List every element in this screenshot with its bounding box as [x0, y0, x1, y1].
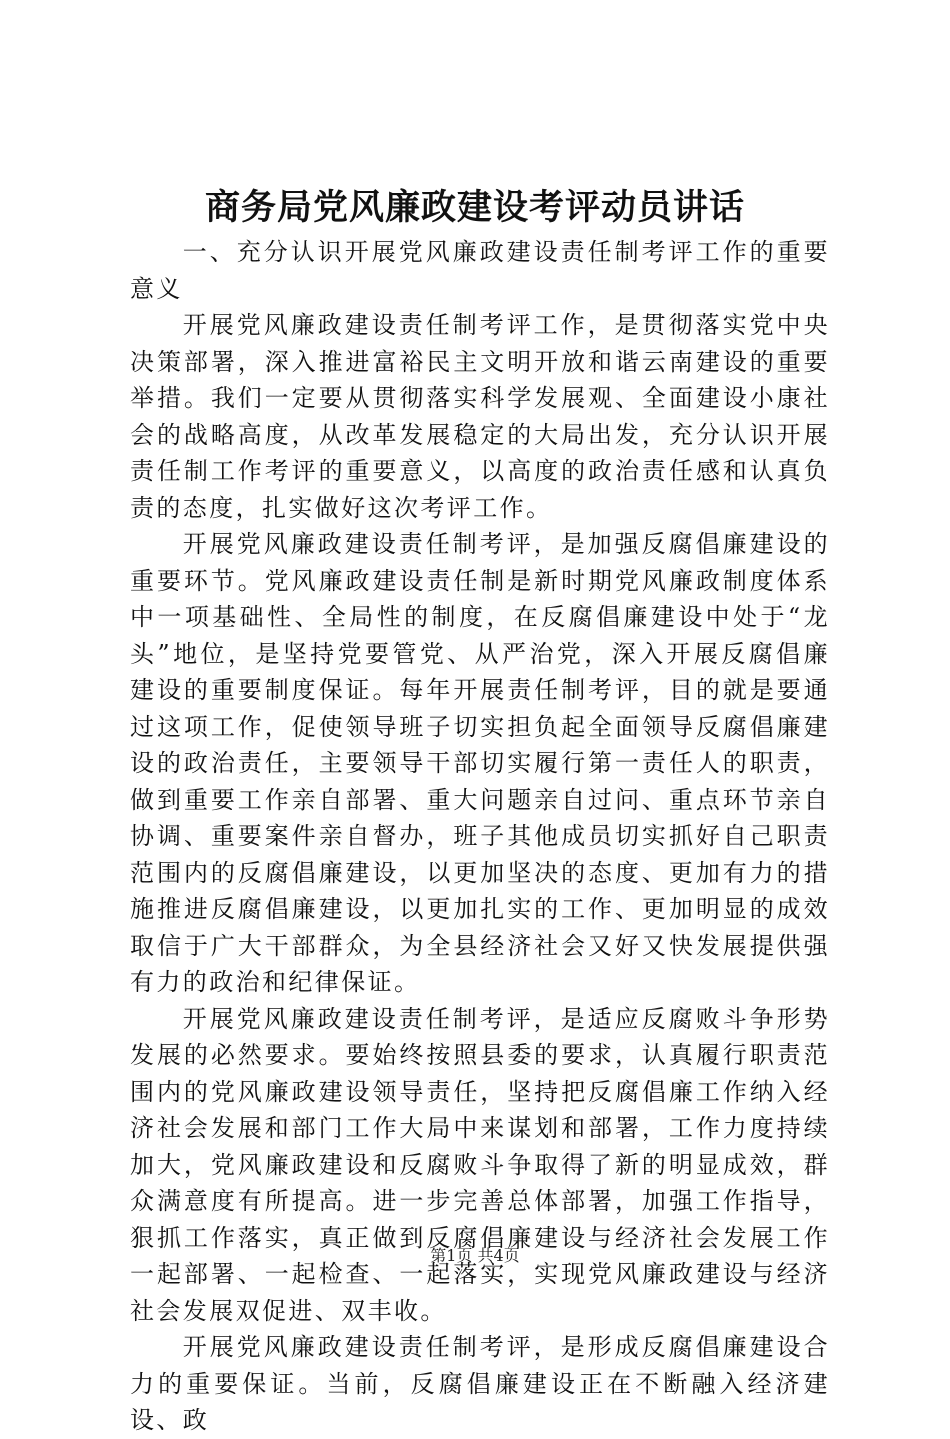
- page-number-footer: 第1页 共4页: [430, 1246, 520, 1265]
- body-paragraph: 开展党风廉政建设责任制考评工作，是贯彻落实党中央决策部署，深入推进富裕民主文明开放和谐云南建设的重要举措。我们一定要从贯彻落实科学发展观、全面建设小康社会的战略高度，从改革发展稳定的大局出发，充分认识开展责任制工作考评的重要意义，以高度的政治责任感和认真负责的态度，扎实做好这次考评工作。: [130, 311, 830, 522]
- body-paragraph: 开展党风廉政建设责任制考评，是加强反腐倡廉建设的重要环节。党风廉政建设责任制是新时期党风廉政制度体系中一项基础性、全局性的制度，在反腐倡廉建设中处于“龙头”地位，是坚持党要管党、从严治党，深入开展反腐倡廉建设的重要制度保证。每年开展责任制考评，目的就是要通过这项工作，促使领导班子切实担负起全面领导反腐倡廉建设的政治责任，主要领导干部切实履行第一责任人的职责，做到重要工作亲自部署、重大问题亲自过问、重点环节亲自协调、重要案件亲自督办，班子其他成员切实抓好自己职责范围内的反腐倡廉建设，以更加坚决的态度、更加有力的措施推进反腐倡廉建设，以更加扎实的工作、更加明显的成效取信于广大干部群众，为全县经济社会又好又快发展提供强有力的政治和纪律保证。: [130, 530, 830, 996]
- section-heading: 一、充分认识开展党风廉政建设责任制考评工作的重要意义: [130, 238, 830, 303]
- document-title: 商务局党风廉政建设考评动员讲话: [204, 187, 745, 228]
- body-paragraph: 开展党风廉政建设责任制考评，是适应反腐败斗争形势发展的必然要求。要始终按照县委的要求，认真履行职责范围内的党风廉政建设领导责任，坚持把反腐倡廉工作纳入经济社会发展和部门工作大局中来谋划和部署，工作力度持续加大，党风廉政建设和反腐败斗争取得了新的明显成效，群众满意度有所提高。进一步完善总体部署，加强工作指导，狠抓工作落实，真正做到反腐倡廉建设与经济社会发展工作一起部署、一起检查、一起落实，实现党风廉政建设与经济社会发展双促进、双丰收。: [130, 1004, 830, 1325]
- body-paragraph: 开展党风廉政建设责任制考评，是形成反腐倡廉建设合力的重要保证。当前，反腐倡廉建设正在不断融入经济建设、政: [130, 1333, 830, 1434]
